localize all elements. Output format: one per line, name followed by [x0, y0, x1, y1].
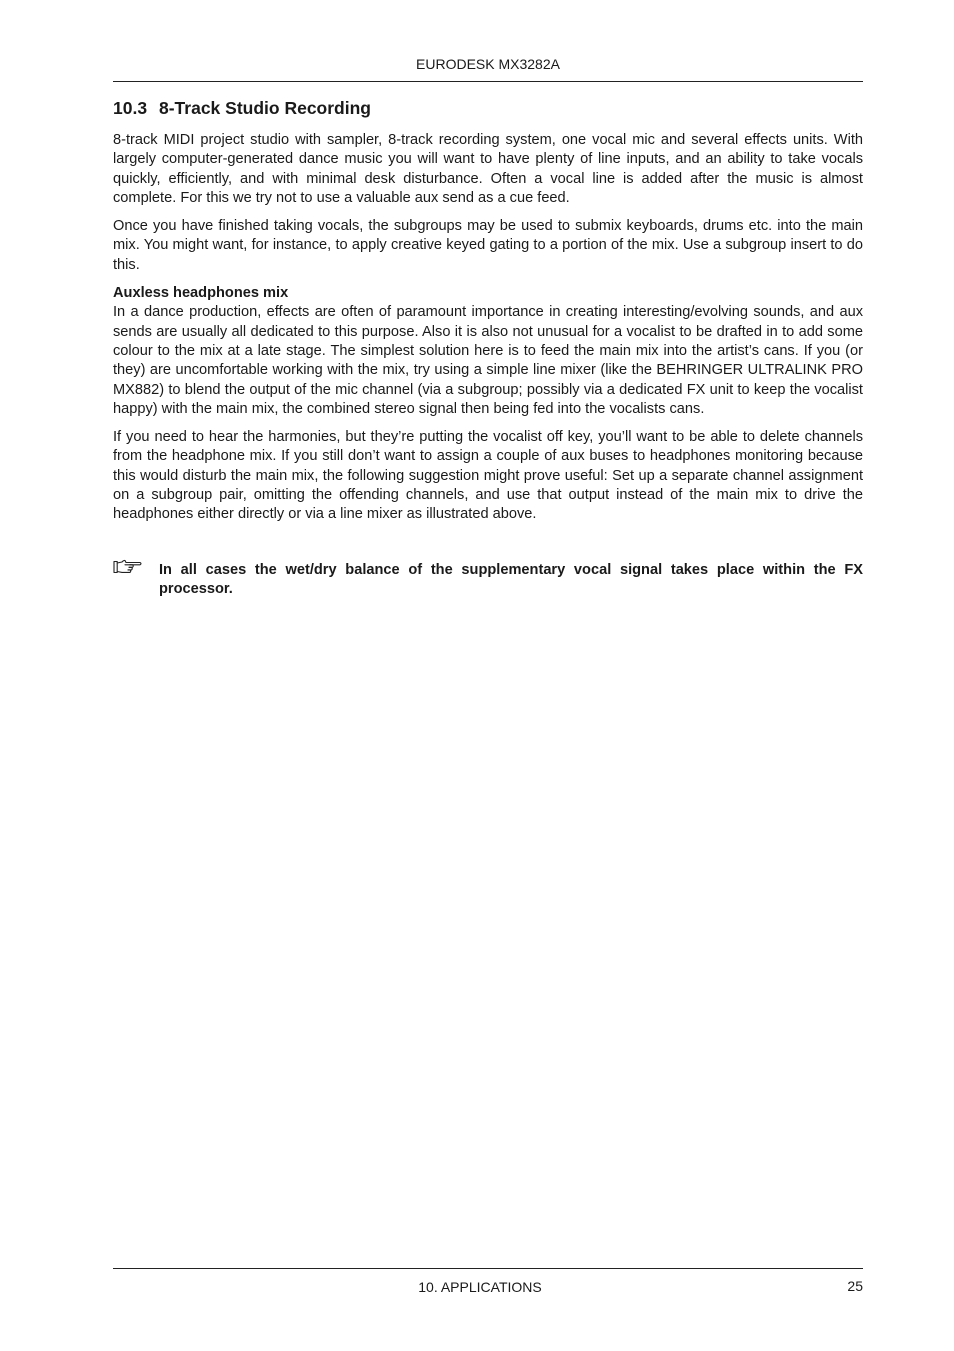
paragraph-auxless: In a dance production, effects are often of paramount importance in creating interesting/evolving sounds, and aux sends are usually all dedicated to this purpose. Also it is also not unusual for a vocalist to be drafted in to add some colour to the mix at a late stage. The simplest solution here is to feed the main mix into the artist’s cans. If you (or they) are uncomfortable working with the mix, try using a simple line mixer (like the BEHRINGER ULTRALINK PRO MX882) to blend the output of the mic channel (via a subgroup; possibly via a dedicated FX unit to keep the vocalist happy) with the main mix, the combined stereo signal then being fed into the vocalists cans.	[113, 304, 863, 417]
document-page	[113, 0, 863, 1351]
pointing-hand-icon	[113, 559, 143, 575]
running-header: EURODESK MX3282A	[416, 56, 560, 72]
section-title: 8-Track Studio Recording	[159, 98, 371, 118]
page-number: 25	[847, 1278, 863, 1294]
note-text: In all cases the wet/dry balance of the supplementary vocal signal takes place within the FX processor.	[159, 562, 863, 598]
section-heading	[113, 97, 371, 119]
note-callout	[113, 561, 863, 600]
paragraph-intro: 8-track MIDI project studio with sampler, 8-track recording system, one vocal mic and several effects units. With largely computer-generated dance music you will want to have plenty of line inputs, and an ability to take vocals quickly, efficiently, and with minimal desk disturbance. Often a vocal line is added after the music is almost complete. For this we try not to use a valuable aux send as a cue feed.	[113, 132, 863, 206]
subsection-heading: Auxless headphones mix	[113, 285, 289, 302]
section-body	[113, 131, 863, 534]
footer-divider	[113, 1268, 863, 1269]
footer-chapter-label: 10. APPLICATIONS	[418, 1279, 542, 1295]
paragraph-harmonies: If you need to hear the harmonies, but they’re putting the vocalist off key, you’ll want to be able to delete channels from the headphone mix. If you still don’t want to assign a couple of aux buses to headphones monitoring because this would disturb the main mix, the following suggestion might prove useful: Set up a separate channel assignment on a subgroup pair, omitting the offending channels, and use that output instead of the main mix to drive the headphones either directly or via a line mixer as illustrated above.	[113, 429, 863, 523]
section-number: 10.3	[113, 98, 148, 118]
paragraph-subgroups: Once you have finished taking vocals, the subgroups may be used to submix keyboards, drums etc. into the main mix. You might want, for instance, to apply creative keyed gating to a portion of the mix. Use a subgroup insert to do this.	[113, 218, 863, 273]
header-divider	[113, 81, 863, 82]
